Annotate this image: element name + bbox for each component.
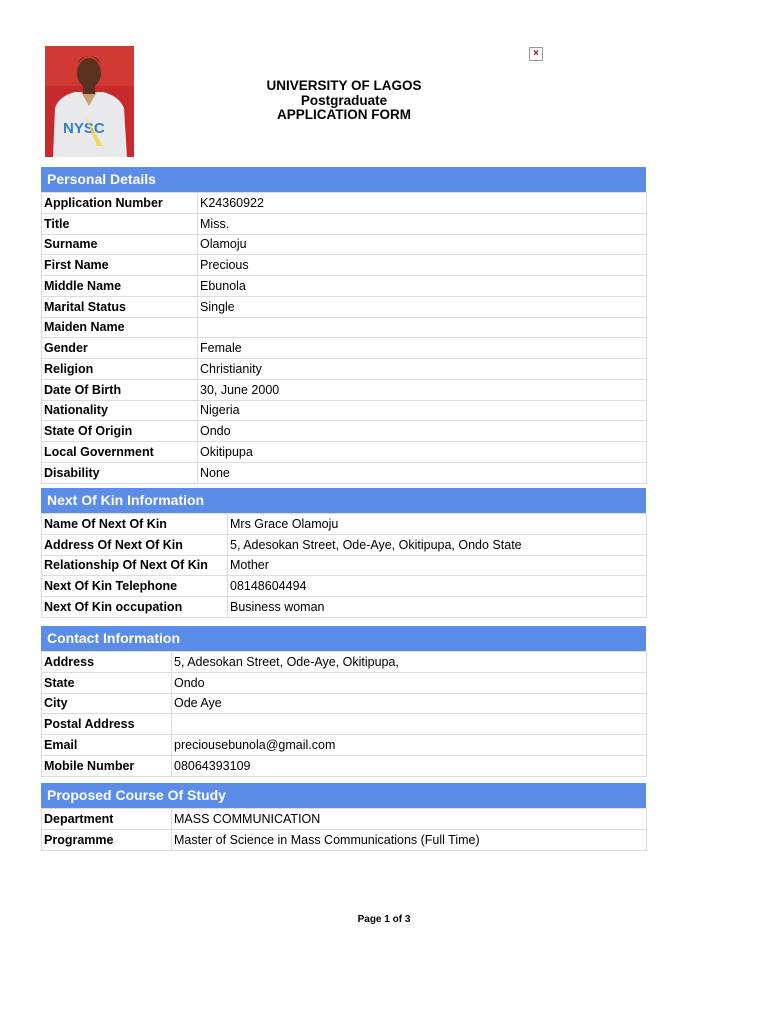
table-row xyxy=(42,829,647,850)
course-of-study-table xyxy=(41,808,647,851)
form-title: APPLICATION FORM xyxy=(277,107,411,122)
row-value: 30, June 2000 xyxy=(198,379,647,400)
row-label: State xyxy=(42,672,172,693)
row-label: Religion xyxy=(42,359,198,380)
page-number: Page 1 of 3 xyxy=(357,914,411,925)
person-photo-icon xyxy=(45,46,134,157)
row-value: Ondo xyxy=(198,421,647,442)
row-value: Mrs Grace Olamoju xyxy=(228,514,647,535)
row-value: Ebunola xyxy=(198,276,647,297)
personal-details-table xyxy=(41,192,647,484)
table-row xyxy=(42,735,647,756)
table-row xyxy=(42,555,647,576)
section-title: Personal Details xyxy=(41,167,646,192)
school-name: Postgraduate xyxy=(300,92,388,108)
row-value: 08148604494 xyxy=(228,576,647,597)
table-row xyxy=(42,421,647,442)
row-value: Business woman xyxy=(228,597,647,618)
next-of-kin-section xyxy=(41,488,646,618)
table-row xyxy=(42,652,647,673)
row-label: Middle Name xyxy=(42,276,198,297)
row-value: Ode Aye xyxy=(172,693,647,714)
table-row xyxy=(42,514,647,535)
row-value: 5, Adesokan Street, Ode-Aye, Okitipupa, Ondo State xyxy=(228,534,647,555)
row-value: Ondo xyxy=(172,672,647,693)
row-label: Application Number xyxy=(42,193,198,214)
row-value: 5, Adesokan Street, Ode-Aye, Okitipupa, xyxy=(172,652,647,673)
section-title: Contact Information xyxy=(41,626,646,651)
row-value: MASS COMMUNICATION xyxy=(172,809,647,830)
table-row xyxy=(42,338,647,359)
row-value: Single xyxy=(198,296,647,317)
form-header xyxy=(214,79,474,123)
table-row xyxy=(42,359,647,380)
row-value: Okitipupa xyxy=(198,442,647,463)
row-value: K24360922 xyxy=(198,193,647,214)
row-label: Gender xyxy=(42,338,198,359)
row-label: Mobile Number xyxy=(42,755,172,776)
row-label: First Name xyxy=(42,255,198,276)
row-value: Nigeria xyxy=(198,400,647,421)
row-value: Precious xyxy=(198,255,647,276)
row-label: Name Of Next Of Kin xyxy=(42,514,228,535)
row-value: Olamoju xyxy=(198,234,647,255)
table-row xyxy=(42,255,647,276)
row-value: Master of Science in Mass Communications (Full Time) xyxy=(172,829,647,850)
row-value: None xyxy=(198,462,647,483)
row-label: Department xyxy=(42,809,172,830)
row-value: Mother xyxy=(228,555,647,576)
row-label: State Of Origin xyxy=(42,421,198,442)
table-row xyxy=(42,576,647,597)
row-value: Miss. xyxy=(198,213,647,234)
table-row xyxy=(42,672,647,693)
row-label: Marital Status xyxy=(42,296,198,317)
row-label: Next Of Kin occupation xyxy=(42,597,228,618)
table-row xyxy=(42,213,647,234)
row-label: Local Government xyxy=(42,442,198,463)
row-label: Address Of Next Of Kin xyxy=(42,534,228,555)
shirt-text: NYSC xyxy=(63,120,105,137)
table-row xyxy=(42,317,647,338)
row-value: Christianity xyxy=(198,359,647,380)
row-label: City xyxy=(42,693,172,714)
row-label: Title xyxy=(42,213,198,234)
table-row xyxy=(42,755,647,776)
row-value: Female xyxy=(198,338,647,359)
section-title: Next Of Kin Information xyxy=(41,488,646,513)
row-label: Postal Address xyxy=(42,714,172,735)
row-value: 08064393109 xyxy=(172,755,647,776)
table-row xyxy=(42,276,647,297)
row-label: Programme xyxy=(42,829,172,850)
table-row xyxy=(42,597,647,618)
table-row xyxy=(42,809,647,830)
row-label: Address xyxy=(42,652,172,673)
table-row xyxy=(42,193,647,214)
table-row xyxy=(42,534,647,555)
table-row xyxy=(42,234,647,255)
next-of-kin-table xyxy=(41,513,647,618)
contact-information-section xyxy=(41,626,646,777)
row-label: Next Of Kin Telephone xyxy=(42,576,228,597)
row-label: Relationship Of Next Of Kin xyxy=(42,555,228,576)
table-row xyxy=(42,714,647,735)
row-label: Nationality xyxy=(42,400,198,421)
table-row xyxy=(42,462,647,483)
table-row xyxy=(42,379,647,400)
row-value: preciousebunola@gmail.com xyxy=(172,735,647,756)
personal-details-section xyxy=(41,167,646,484)
row-label: Disability xyxy=(42,462,198,483)
broken-image-icon: × xyxy=(529,47,543,61)
table-row xyxy=(42,400,647,421)
row-label: Email xyxy=(42,735,172,756)
table-row xyxy=(42,442,647,463)
course-of-study-section xyxy=(41,783,646,851)
table-row xyxy=(42,693,647,714)
table-row xyxy=(42,296,647,317)
row-value xyxy=(198,317,647,338)
row-label: Maiden Name xyxy=(42,317,198,338)
passport-photo xyxy=(45,46,134,157)
section-title: Proposed Course Of Study xyxy=(41,783,646,808)
university-name: UNIVERSITY OF LAGOS xyxy=(266,78,422,93)
contact-information-table xyxy=(41,651,647,777)
row-label: Date Of Birth xyxy=(42,379,198,400)
row-label: Surname xyxy=(42,234,198,255)
row-value xyxy=(172,714,647,735)
